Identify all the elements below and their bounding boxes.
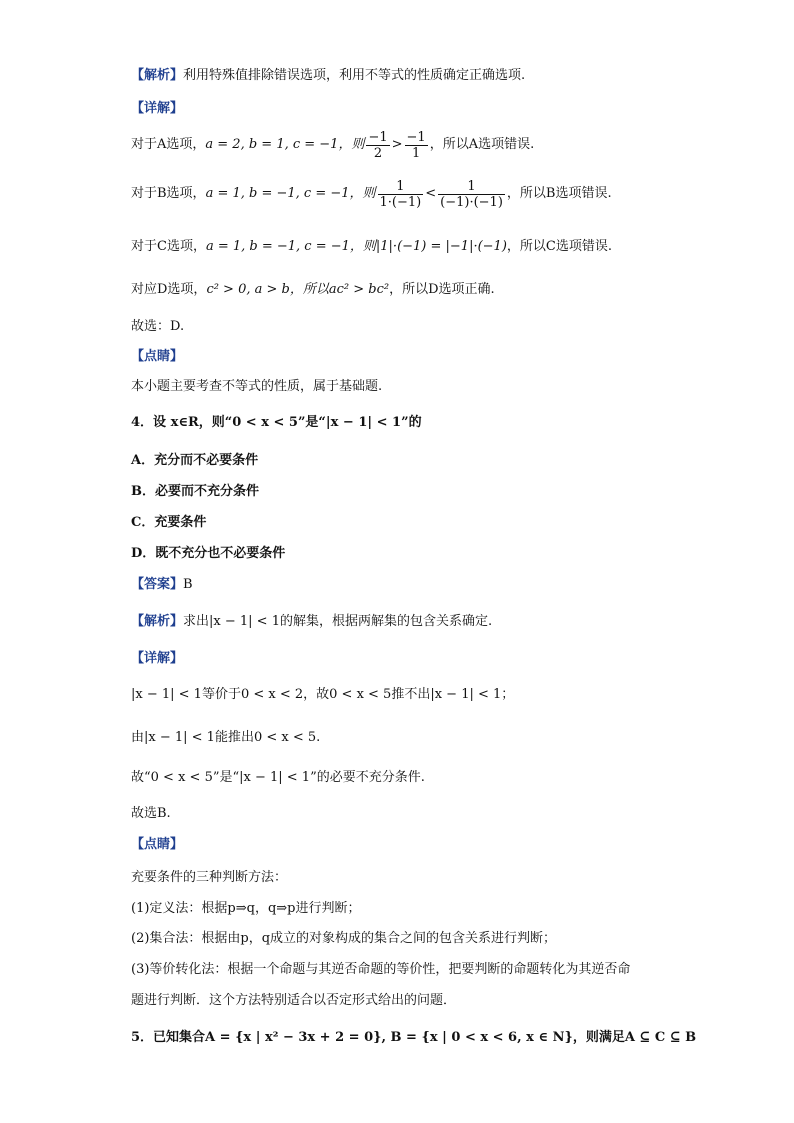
- detail-tag: 【详解】: [131, 101, 184, 116]
- fraction-numerator: −1: [406, 129, 426, 145]
- option-c-math: a = 1, b = −1, c = −1，则|1|·(−1) = |−1|·(−1): [205, 239, 507, 254]
- analysis-text: 利用特殊值排除错误选项，利用不等式的性质确定正确选项.: [183, 68, 526, 83]
- comment-text: 充要条件的三种判断方法：: [131, 870, 288, 885]
- comment-heading-1: [131, 348, 183, 366]
- comment-text: (2)集合法：根据由p，q成立的对象构成的集合之间的包含关系进行判断；: [131, 931, 557, 946]
- option-b-fraction-left: [378, 179, 424, 210]
- question-5-text: 5．已知集合A = {x | x² − 3x + 2 = 0}, B = {x | 0 < x < 6, x ∈ N}，则满足A ⊆ C ⊆ B: [131, 1030, 697, 1045]
- option-a-math: a = 2, b = 1, c = −1，则: [205, 137, 365, 152]
- question-4-option-c: [131, 514, 206, 532]
- fraction-denominator: 1·(−1): [379, 194, 422, 210]
- detail-line-1: [131, 686, 514, 704]
- option-b-operator: <: [425, 186, 437, 201]
- detail-heading-1: [131, 100, 183, 118]
- detail-heading-2: [131, 650, 183, 668]
- option-d-suffix: ，所以D选项正确.: [389, 282, 495, 297]
- option-b-analysis: [131, 176, 612, 212]
- detail-text: 故“0 < x < 5”是“|x − 1| < 1”的必要不充分条件.: [131, 770, 425, 785]
- analysis-tag: 【解析】: [131, 68, 184, 83]
- option-a-fraction-left: [366, 130, 389, 161]
- answer-line: [131, 576, 193, 594]
- analysis-text: 求出|x − 1| < 1的解集，根据两解集的包含关系确定.: [183, 614, 493, 629]
- fraction-numerator: 1: [438, 179, 505, 195]
- answer-choice-line: [131, 318, 184, 336]
- option-d-prefix: 对应D选项，: [131, 282, 207, 297]
- analysis-line-2: [131, 613, 492, 631]
- option-d-analysis: [131, 281, 495, 299]
- option-d-math: c² > 0, a > b，所以ac² > bc²: [206, 282, 390, 297]
- question-5-stem: [131, 1029, 696, 1047]
- option-a-analysis: [131, 128, 534, 162]
- answer-tag: 【答案】: [131, 577, 184, 592]
- fraction-denominator: (−1)·(−1): [440, 194, 503, 210]
- question-4-text: 4．设 x∈R，则“0 < x < 5”是“|x − 1| < 1”的: [131, 415, 422, 430]
- detail-text: 由|x − 1| < 1能推出0 < x < 5.: [131, 730, 321, 745]
- option-b-prefix: 对于B选项，: [131, 186, 206, 201]
- comment-text: (1)定义法：根据p⇒q，q⇒p进行判断；: [131, 901, 361, 916]
- option-c-suffix: ，所以C选项错误.: [506, 239, 612, 254]
- question-4-option-b: [131, 483, 259, 501]
- fraction-numerator: −1: [368, 129, 388, 145]
- detail-line-4: [131, 805, 171, 823]
- option-a-prefix: 对于A选项，: [131, 137, 206, 152]
- option-d-text: D．既不充分也不必要条件: [131, 546, 286, 561]
- comment-line-5: [131, 992, 456, 1010]
- fraction-denominator: 2: [373, 145, 383, 161]
- comment-text: 本小题主要考查不等式的性质，属于基础题.: [131, 379, 383, 394]
- fraction-numerator: 1: [378, 179, 424, 195]
- option-b-suffix: ，所以B选项错误.: [506, 186, 612, 201]
- option-a-suffix: ，所以A选项错误.: [429, 137, 535, 152]
- comment-line-1: [131, 869, 287, 887]
- answer-choice-text: 故选：D.: [131, 319, 185, 334]
- option-c-analysis: [131, 238, 612, 256]
- analysis-tag: 【解析】: [131, 614, 184, 629]
- option-b-text: B．必要而不充分条件: [131, 484, 259, 499]
- option-a-text: A．充分而不必要条件: [131, 453, 259, 468]
- option-b-fraction-right: [438, 179, 505, 210]
- option-c-text: C．充要条件: [131, 515, 207, 530]
- option-a-operator: >: [391, 137, 403, 152]
- detail-text: |x − 1| < 1等价于0 < x < 2，故0 < x < 5推不出|x − 1| < 1；: [131, 687, 515, 702]
- option-a-fraction-right: [405, 130, 428, 161]
- comment-line-4: [131, 961, 630, 979]
- comment-tag: 【点睛】: [131, 349, 184, 364]
- analysis-line-1: [131, 67, 525, 85]
- question-4-stem: [131, 414, 422, 432]
- comment-text-1: [131, 378, 382, 396]
- question-4-option-a: [131, 452, 258, 470]
- fraction-denominator: 1: [411, 145, 421, 161]
- comment-heading-2: [131, 836, 183, 854]
- comment-line-3: [131, 930, 556, 948]
- comment-text: (3)等价转化法：根据一个命题与其逆否命题的等价性，把要判断的命题转化为其逆否命: [131, 962, 631, 977]
- detail-text: 故选B.: [131, 806, 171, 821]
- comment-tag: 【点睛】: [131, 837, 184, 852]
- detail-tag: 【详解】: [131, 651, 184, 666]
- question-4-option-d: [131, 545, 285, 563]
- answer-value: B: [183, 577, 193, 592]
- option-b-math: a = 1, b = −1, c = −1，则: [205, 186, 376, 201]
- option-c-prefix: 对于C选项，: [131, 239, 206, 254]
- comment-line-2: [131, 900, 361, 918]
- comment-text: 题进行判断．这个方法特别适合以否定形式给出的问题．: [131, 993, 457, 1008]
- detail-line-3: [131, 769, 425, 787]
- detail-line-2: [131, 729, 320, 747]
